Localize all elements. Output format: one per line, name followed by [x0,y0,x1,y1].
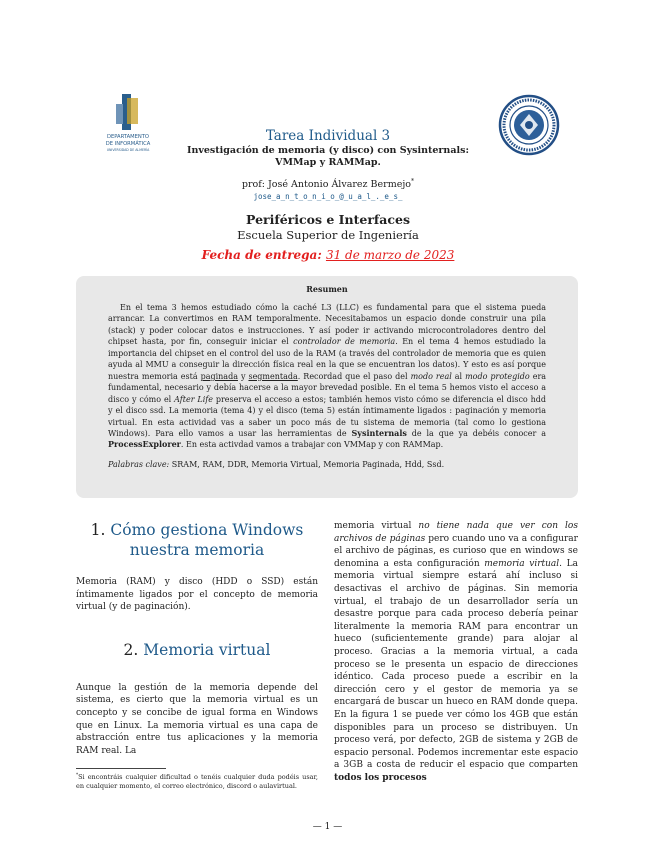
right-bold: todos los procesos [334,772,427,783]
left-column [76,520,318,757]
abstract-keywords [108,459,546,470]
school-name: Escuela Superior de Ingeniería [237,228,419,242]
abstract-text-4: era fundamental, necesario y debía hacerse a la mayor brevedad posible. En el tema 5 hemos visto el acceso a disco y cómo el [108,371,547,404]
assignment-title: Tarea Individual 3 [265,128,391,144]
section-1-number: 1. [90,521,106,539]
abstract-segmentada: segmentada [248,371,298,381]
professor-text: prof: José Antonio Álvarez Bermejo [241,179,411,191]
abstract-text-3: . Recordad que el paso del [297,371,408,381]
footnote-text: Si encontráis cualquier dificultad o tenéis cualquier duda podéis usar, en cualquier momento, el correo electrónico, discord o aulavirtual. [76,773,318,790]
abstract-paginada: paginada [200,371,238,381]
section-2-heading [76,640,318,660]
due-date-label: Fecha de entrega: [201,248,322,262]
right-column [334,520,578,784]
due-date-line [150,248,506,262]
abstract-em-controller: controlador de memoria [293,337,396,347]
abstract-em-after-life: After Life [174,394,213,404]
section-1-body: Memoria (RAM) y disco (HDD o SSD) están íntimamente ligados por el concepto de memoria virtual (y de paginación). [76,577,318,613]
abstract-sysinternals: Sysinternals [351,427,407,438]
keywords-label: Palabras clave: [108,459,170,469]
footnote-rule [76,768,166,769]
abstract-paragraph [108,302,546,451]
abstract-y: y [240,371,246,381]
course-name: Periféricos e Interfaces [246,212,410,227]
footnote [76,771,318,790]
university-seal [498,94,560,156]
logo-line-2: DE INFORMÁTICA [105,141,151,147]
professor-name [150,178,506,190]
section-2-body: Aunque la gestión de la memoria depende del sistema, es cierto que la memoria virtual es un concepto y se concibe de igual forma en Windows que en Linux. La memoria virtual es una capa de abstracción entre tus aplicaciones y la memoria RAM real. La [76,682,318,756]
abstract-text-1: En el tema 3 hemos estudiado cómo la caché L3 (LLC) es fundamental para que el sistema pueda arrancar. La convertimos en RAM temporalmente. Necesitabamos un espacio donde construir una pila (stack) y poder colocar datos e instrucciones. Y así poder ir activando microcontroladores dentro del chipset hasta, por fin, conseguir iniciar el [108,303,546,347]
abstract-heading: Resumen [306,284,348,294]
abstract-text-6: de la que ya debéis conocer a [411,428,546,438]
abstract-em-modo-protegido: modo protegido [465,371,530,381]
university-seal-icon [498,94,560,156]
section-1-title: Cómo gestiona Windows nuestra memoria [110,521,304,559]
section-1-heading [76,520,318,560]
keywords-list: SRAM, RAM, DDR, Memoria Virtual, Memoria Paginada, Hdd, Ssd. [171,459,445,469]
abstract-processexplorer: ProcessExplorer [108,439,181,450]
right-em-1: no tiene nada que ver con los archivos de páginas [334,521,578,544]
abstract-text-2: . En el tema 4 hemos estudiado la importancia del chipset en el control del uso de la RAM (a través del controlador de memoria que es quien ayuda al MMU a conseguir la dirección física real en la que se encuentran los datos). Y esto es así porque nuestra memoria está [108,337,546,381]
due-date-value: 31 de marzo de 2023 [325,248,455,262]
logo-line-3: UNIVERSIDAD DE ALMERÍA [106,148,150,152]
logo-line-1: DEPARTAMENTO [106,134,150,140]
right-text-2: pero cuando uno va a configurar el archivo de páginas, es curioso que en windows se denomina a esta configuración [334,533,578,569]
right-text-1: memoria virtual [334,521,412,531]
section-2-number: 2. [123,640,139,659]
abstract-em-modo-real: modo real [410,371,452,381]
professor-email[interactable]: jose̲a̲n̲t̲o̲n̲i̲o̲@̲u̲a̲l̲.̲e̲s̲ [253,192,403,201]
assignment-subtitle [150,145,506,169]
section-2-title: Memoria virtual [143,640,271,659]
footnote-mark: * [76,772,79,777]
abstract-box [76,276,578,498]
abstract-text-5: preserva el acceso a estos; también hemos visto cómo se diferencia el disco hdd y el disco ssd. La memoria (tema 4) y el disco (tema 5) están íntimamente ligados : paginación y memoria virtual. En esta actividad vas a saber un poco más de tu sistema de memoria (tal como lo gestiona Windows). Para ello vamos a usar las herramientas de [108,394,547,438]
right-text-3: . La memoria virtual siempre estará ahí incluso si desactivas el archivo de páginas. Sin memoria virtual, el trabajo de un desarrollador sería un desastre porque para cada proceso debería peinar literalmente la memoria RAM para encontrar un hueco (suficientemente grande) para alojar al proceso. Gracias a la memoria virtual, a cada proceso se le presenta un espacio de direcciones idéntico. Cada proceso puede a escribir en la dirección cero y el gestor de memoria ya se encargará de buscar un hueco en RAM donde quepa. En la figura 1 se puede ver cómo los 4GB que están disponibles para un proceso se distribuyen. Un proceso verá, por defecto, 2GB de sistema y 2GB de espacio personal. Podemos incrementar este espacio a 3GB a costa de reducir el espacio que comparten [334,558,578,771]
subtitle-line-2: VMMap y RAMMap. [275,157,381,168]
professor-footnote-mark: * [411,178,415,185]
section-2-body-continued [334,520,578,784]
right-em-2: memoria virtual [484,558,560,569]
page-number: — 1 — [312,822,343,832]
subtitle-line-1: Investigación de memoria (y disco) con Sysinternals: [187,145,469,156]
abstract-al: al [454,371,463,381]
abstract-text-7: . En esta activdad vamos a trabajar con VMMap y con RAMMap. [180,440,444,450]
